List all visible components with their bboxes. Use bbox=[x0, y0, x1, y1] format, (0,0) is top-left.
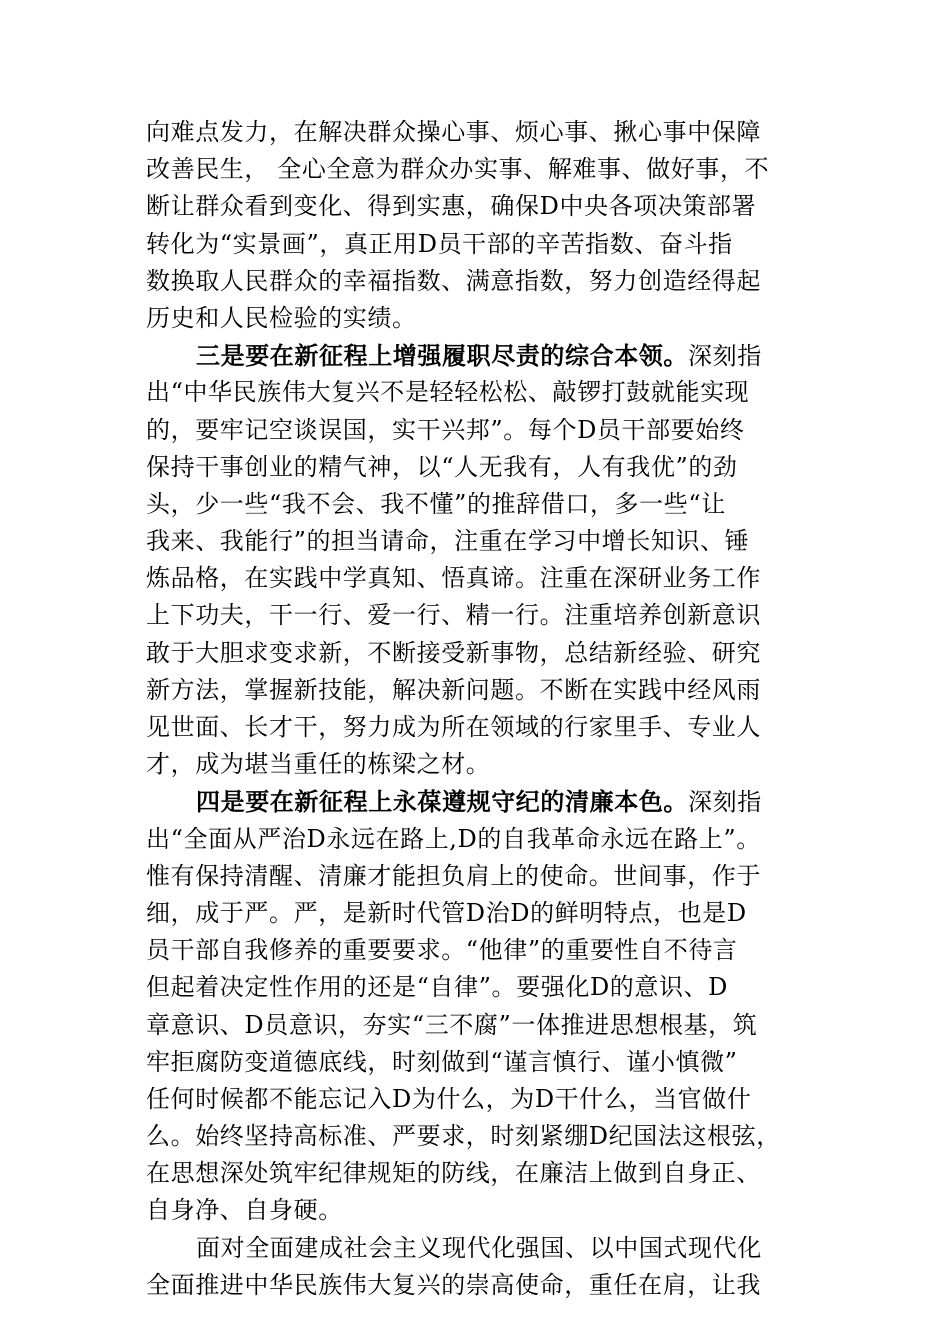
text-line: 新方法，掌握新技能，解决新问题。不断在实践中经风雨 bbox=[146, 675, 761, 704]
text-line: 断让群众看到变化、得到实惠，确保D中央各项决策部署 bbox=[146, 192, 757, 221]
text-line: 自身净、自身硬。 bbox=[146, 1196, 343, 1225]
section-heading: 四是要在新征程上永葆遵规守纪的清廉本色。 bbox=[196, 787, 688, 817]
text-line: 数换取人民群众的幸福指数、满意指数，努力创造经得起 bbox=[146, 266, 761, 295]
section-heading-rest: 深刻指 bbox=[688, 342, 762, 371]
text-line-first: 面对全面建成社会主义现代化强国、以中国式现代化 bbox=[196, 1233, 762, 1262]
text-line-first bbox=[146, 337, 816, 374]
text-line: 牢拒腐防变道德底线，时刻做到“谨言慎行、谨小慎微” bbox=[146, 1047, 738, 1076]
text-line: 敢于大胆求变求新，不断接受新事物，总结新经验、研究 bbox=[146, 638, 761, 667]
paragraph-section-3 bbox=[146, 337, 816, 783]
text-line: 么。始终坚持高标准、严要求，时刻紧绷D纪国法这根弦， bbox=[146, 1122, 781, 1151]
text-line: 炼品格，在实践中学真知、悟真谛。注重在深研业务工作 bbox=[146, 564, 761, 593]
text-line: 的，要牢记空谈误国，实干兴邦”。每个D员干部要始终 bbox=[146, 415, 745, 444]
text-line: 在思想深处筑牢纪律规矩的防线，在廉洁上做到自身正、 bbox=[146, 1159, 761, 1188]
text-line: 细，成于严。严，是新时代管D治D的鲜明特点，也是D bbox=[146, 898, 747, 927]
text-line: 改善民生， 全心全意为群众办实事、解难事、做好事，不 bbox=[146, 155, 770, 184]
text-line: 出“中华民族伟大复兴不是轻轻松松、敲锣打鼓就能实现 bbox=[146, 378, 750, 407]
text-line: 员干部自我修养的重要要求。“他律”的重要性自不待言 bbox=[146, 936, 738, 965]
paragraph-section-4 bbox=[146, 783, 816, 1229]
text-line: 全面推进中华民族伟大复兴的崇高使命，重任在肩，让我 bbox=[146, 1270, 761, 1299]
text-line: 任何时候都不能忘记入D为什么，为D干什么，当官做什 bbox=[146, 1084, 752, 1113]
text-line: 惟有保持清醒、清廉才能担负肩上的使命。世间事，作于 bbox=[146, 861, 761, 890]
text-line: 才，成为堪当重任的栋梁之材。 bbox=[146, 750, 491, 779]
text-line: 头，少一些“我不会、我不懂”的推辞借口，多一些“让 bbox=[146, 489, 726, 518]
paragraph-continuation bbox=[146, 114, 816, 337]
paragraph-closing bbox=[146, 1230, 816, 1304]
text-line: 保持干事创业的精气神，以“人无我有，人有我优”的劲 bbox=[146, 452, 738, 481]
text-line: 但起着决定性作用的还是“自律”。要强化D的意识、D bbox=[146, 973, 729, 1002]
text-line: 上下功夫，干一行、爱一行、精一行。注重培养创新意识 bbox=[146, 601, 761, 630]
text-line-first bbox=[146, 783, 816, 820]
text-line: 向难点发力，在解决群众操心事、烦心事、揪心事中保障 bbox=[146, 118, 761, 146]
text-line: 出“全面从严治D永远在路上,D的自我革命永远在路上”。 bbox=[146, 824, 761, 853]
text-line: 见世面、长才干，努力成为所在领域的行家里手、专业人 bbox=[146, 713, 761, 741]
text-line: 转化为“实景画”，真正用D员干部的辛苦指数、奋斗指 bbox=[146, 229, 733, 258]
text-line: 我来、我能行”的担当请命，注重在学习中增长知识、锤 bbox=[146, 527, 750, 556]
section-heading-rest: 深刻指 bbox=[688, 788, 762, 817]
text-line: 章意识、D员意识，夯实“三不腐”一体推进思想根基，筑 bbox=[146, 1010, 758, 1039]
section-heading: 三是要在新征程上增强履职尽责的综合本领。 bbox=[196, 341, 688, 371]
document-body bbox=[146, 114, 816, 1304]
text-line: 历史和人民检验的实绩。 bbox=[146, 303, 417, 332]
